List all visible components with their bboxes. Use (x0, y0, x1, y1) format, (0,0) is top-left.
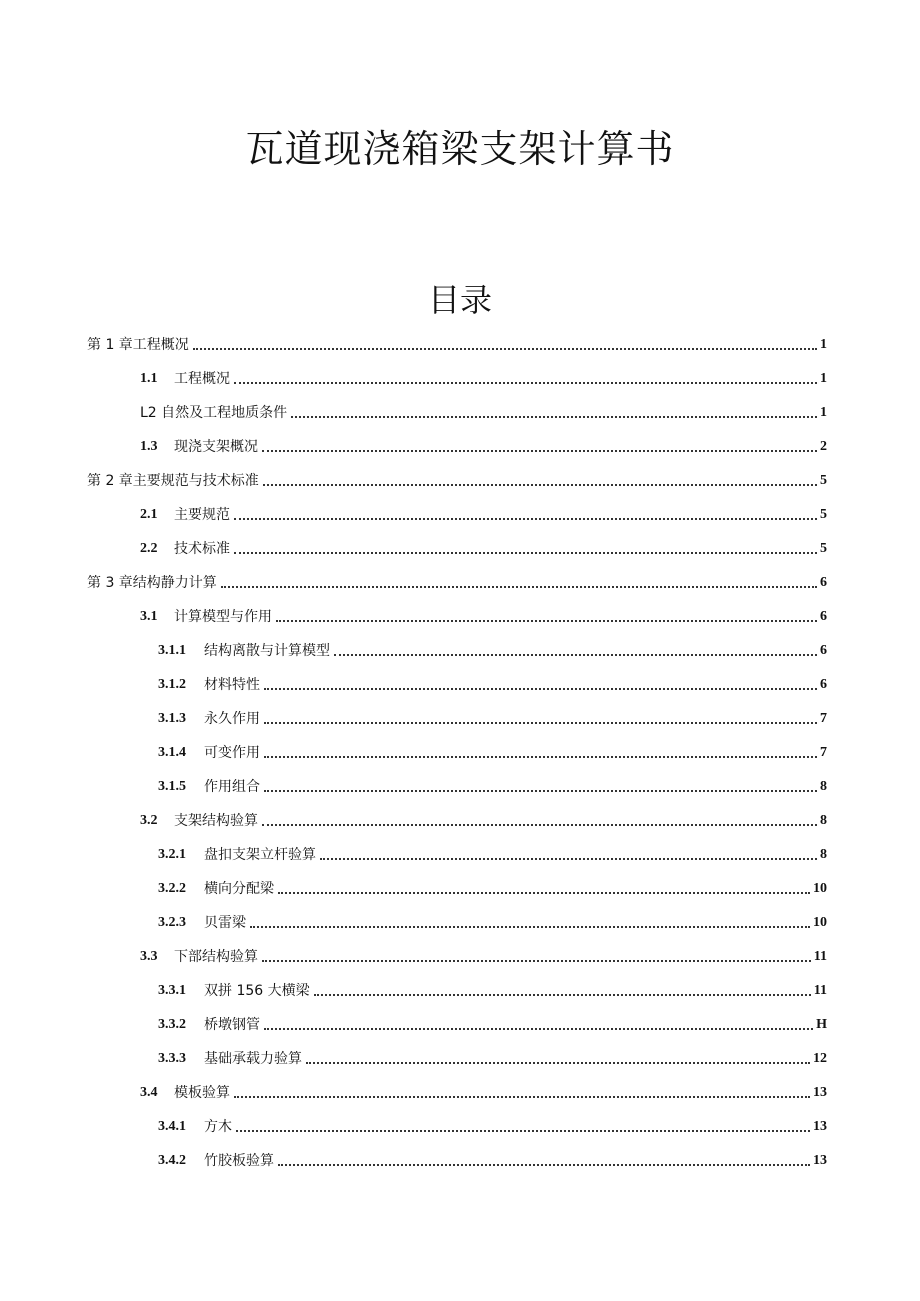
toc-page-number: 13 (813, 1119, 827, 1134)
toc-entry-label: 工程概况 (174, 371, 230, 387)
toc-entry-label: 材料特性 (204, 677, 260, 693)
toc-entry-label: 技术标准 (174, 541, 230, 557)
toc-entry[interactable] (158, 704, 827, 728)
toc-dot-leader (250, 926, 810, 928)
toc-entry-label: 横向分配梁 (204, 881, 274, 897)
toc-dot-leader (264, 722, 817, 724)
toc-dot-leader (264, 1028, 813, 1030)
toc-entry[interactable] (158, 1146, 827, 1170)
toc-page-number: 13 (813, 1085, 827, 1100)
toc-entry-number: 3.1.4 (158, 745, 186, 760)
toc-entry[interactable] (158, 1010, 827, 1034)
toc-entry-number: 1.1 (140, 371, 158, 386)
toc-dot-leader (193, 348, 817, 350)
toc-entry-label: 现浇支架概况 (174, 439, 258, 455)
toc-dot-leader (264, 688, 817, 690)
toc-page-number: 7 (820, 711, 827, 726)
toc-dot-leader (334, 654, 817, 656)
toc-entry[interactable] (158, 636, 827, 660)
toc-entry[interactable] (158, 976, 827, 1000)
toc-entry-number: 3.2.1 (158, 847, 186, 862)
toc-entry-label: L2 自然及工程地质条件 (140, 405, 288, 421)
toc-entry-label: 主要规范 (174, 507, 230, 523)
toc-page-number: 5 (820, 541, 827, 556)
toc-entry[interactable] (140, 500, 827, 524)
toc-entry-number: 3.1.5 (158, 779, 186, 794)
toc-page-number: 1 (820, 337, 827, 352)
toc-entry-number: 3.4 (140, 1085, 158, 1100)
toc-entry[interactable] (87, 568, 827, 592)
toc-entry[interactable] (140, 602, 827, 626)
toc-entry-number: 3.3.3 (158, 1051, 186, 1066)
toc-dot-leader (264, 790, 817, 792)
toc-page-number: 7 (820, 745, 827, 760)
toc-entry-label: 计算模型与作用 (174, 609, 272, 625)
toc-dot-leader (264, 756, 817, 758)
toc-entry[interactable] (87, 466, 827, 490)
toc-entry[interactable] (140, 1078, 827, 1102)
toc-page-number: 6 (820, 643, 827, 658)
document-title: 瓦道现浇箱梁支架计算书 (245, 127, 675, 171)
toc-page-number: 5 (820, 473, 827, 488)
toc-entry-label: 第 3 章结构静力计算 (87, 575, 217, 591)
toc-entry[interactable] (158, 1112, 827, 1136)
toc-page-number: 12 (813, 1051, 827, 1066)
toc-entry-number: 3.3.2 (158, 1017, 186, 1032)
toc-dot-leader (278, 892, 810, 894)
toc-entry-label: 第 1 章工程概况 (87, 337, 189, 353)
toc-entry-number: 3.2.2 (158, 881, 186, 896)
toc-entry[interactable] (158, 840, 827, 864)
toc-entry[interactable] (158, 670, 827, 694)
toc-page-number: 1 (820, 405, 827, 420)
toc-entry[interactable] (140, 534, 827, 558)
toc-dot-leader (320, 858, 817, 860)
toc-dot-leader (314, 994, 811, 996)
toc-dot-leader (306, 1062, 810, 1064)
toc-dot-leader (262, 960, 811, 962)
toc-entry-number: 3.3 (140, 949, 158, 964)
toc-page-number: 10 (813, 881, 827, 896)
toc-entry-label: 竹胶板验算 (204, 1153, 274, 1169)
toc-entry-label: 基础承载力验算 (204, 1051, 302, 1067)
toc-page-number: 11 (813, 983, 827, 998)
toc-entry-number: 3.1 (140, 609, 158, 624)
toc-entry[interactable] (158, 738, 827, 762)
toc-dot-leader (236, 1130, 810, 1132)
toc-entry-label: 可变作用 (204, 745, 260, 761)
toc-dot-leader (234, 1096, 810, 1098)
toc-dot-leader (262, 450, 817, 452)
toc-entry-label: 盘扣支架立杆验算 (204, 847, 316, 863)
toc-page-number: 5 (820, 507, 827, 522)
toc-entry-label: 支架结构验算 (174, 813, 258, 829)
toc-page-number: 1 (820, 371, 827, 386)
toc-entry-number: 3.1.1 (158, 643, 186, 658)
toc-entry[interactable] (140, 364, 827, 388)
toc-dot-leader (234, 382, 817, 384)
toc-entry[interactable] (158, 1044, 827, 1068)
toc-entry[interactable] (158, 874, 827, 898)
toc-entry[interactable] (87, 330, 827, 354)
toc-entry-number: 3.2.3 (158, 915, 186, 930)
toc-entry-label: 桥墩钢管 (204, 1017, 260, 1033)
toc-page-number: 8 (820, 847, 827, 862)
toc-page-number: 6 (820, 677, 827, 692)
toc-entry[interactable] (140, 398, 827, 422)
toc-page-number: 13 (813, 1153, 827, 1168)
toc-page-number: H (816, 1017, 827, 1032)
toc-entry-number: 3.1.3 (158, 711, 186, 726)
toc-dot-leader (276, 620, 817, 622)
toc-dot-leader (234, 518, 817, 520)
toc-page-number: 8 (820, 813, 827, 828)
toc-page-number: 11 (813, 949, 827, 964)
toc-entry[interactable] (158, 908, 827, 932)
toc-page-number: 6 (820, 609, 827, 624)
toc-entry-label: 双拼 156 大横梁 (204, 983, 310, 999)
toc-entry-label: 第 2 章主要规范与技术标准 (87, 473, 259, 489)
toc-entry-label: 结构离散与计算模型 (204, 643, 330, 659)
toc-dot-leader (262, 824, 817, 826)
toc-entry-label: 下部结构验算 (174, 949, 258, 965)
toc-page-number: 8 (820, 779, 827, 794)
toc-entry-number: 2.1 (140, 507, 158, 522)
toc-entry-label: 模板验算 (174, 1085, 230, 1101)
toc-page-number: 10 (813, 915, 827, 930)
toc-page-number: 6 (820, 575, 827, 590)
toc-dot-leader (263, 484, 817, 486)
toc-entry[interactable] (158, 772, 827, 796)
toc-page-number: 2 (820, 439, 827, 454)
toc-entry-number: 3.4.1 (158, 1119, 186, 1134)
toc-entry-number: 3.4.2 (158, 1153, 186, 1168)
toc-entry-number: 2.2 (140, 541, 158, 556)
toc-dot-leader (278, 1164, 810, 1166)
toc-entry-number: 3.1.2 (158, 677, 186, 692)
toc-entry[interactable] (140, 942, 827, 966)
toc-heading: 目录 (427, 281, 492, 319)
toc-dot-leader (234, 552, 817, 554)
toc-entry[interactable] (140, 806, 827, 830)
toc-entry-number: 1.3 (140, 439, 158, 454)
toc-entry-number: 3.3.1 (158, 983, 186, 998)
toc-entry-label: 永久作用 (204, 711, 260, 727)
toc-dot-leader (291, 416, 817, 418)
toc-entry-label: 贝雷梁 (204, 915, 246, 931)
toc-entry-label: 作用组合 (204, 779, 260, 795)
toc-dot-leader (221, 586, 817, 588)
toc-entry-label: 方木 (204, 1119, 232, 1135)
toc-entry[interactable] (140, 432, 827, 456)
toc-entry-number: 3.2 (140, 813, 158, 828)
